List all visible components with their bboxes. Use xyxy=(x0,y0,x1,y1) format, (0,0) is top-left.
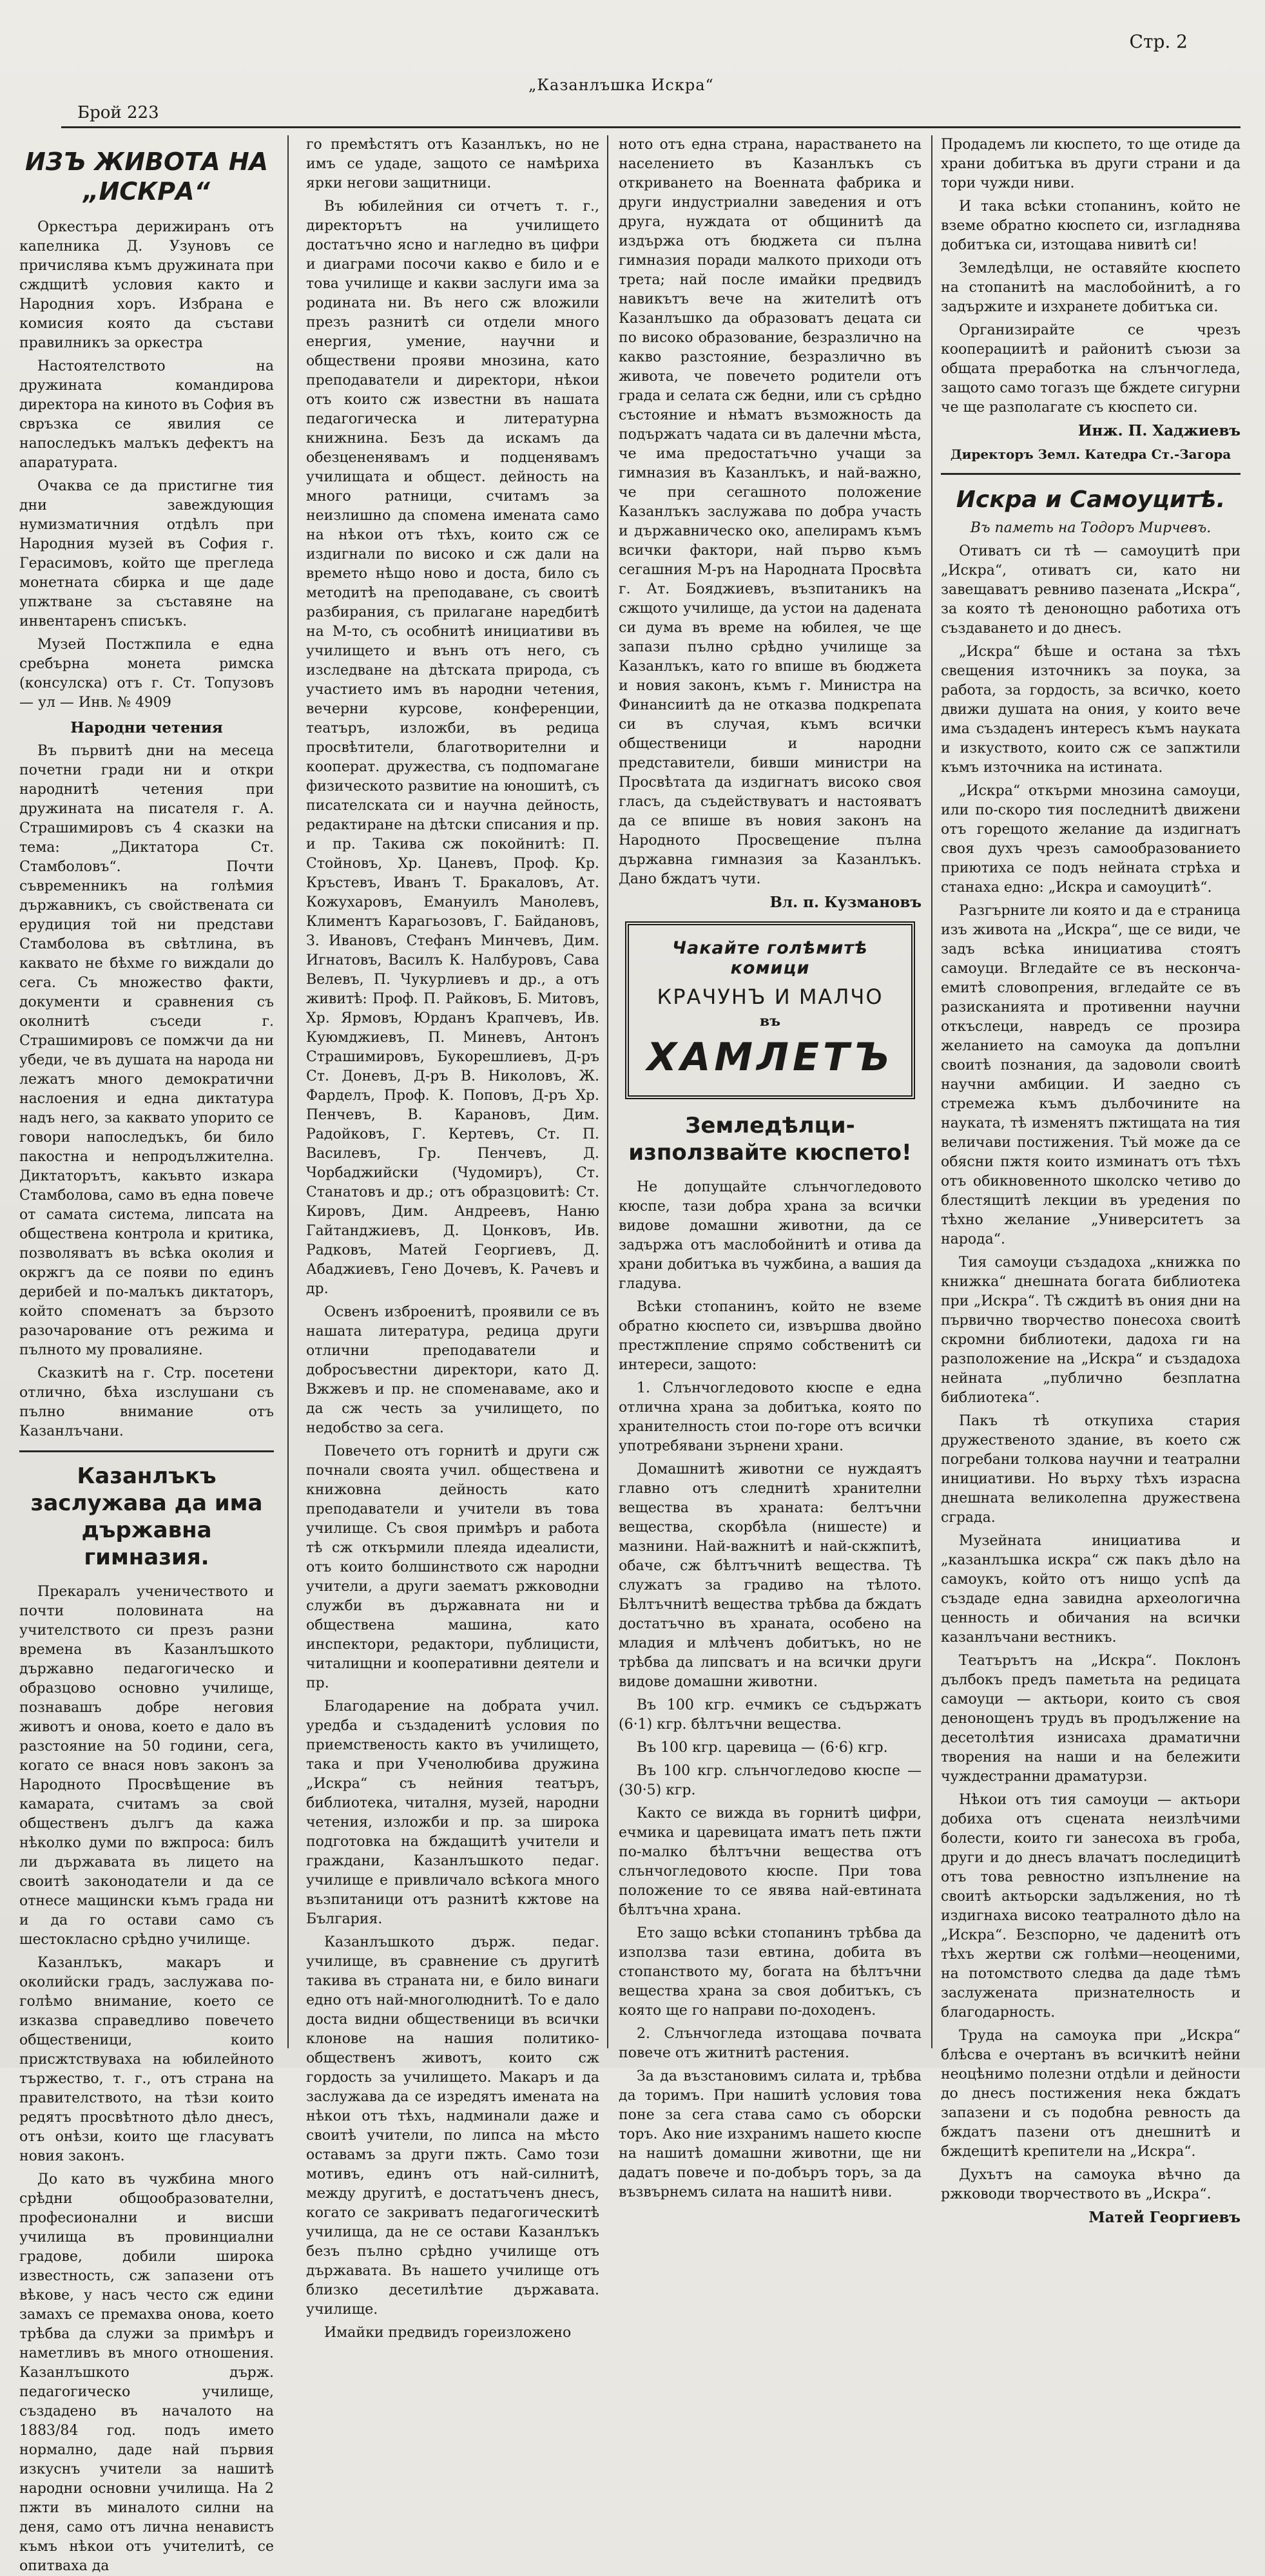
paragraph: Сказкитѣ на г. Стр. посетени отлично, бѣха изслушани съ пълно внимание отъ Казанлъчани. xyxy=(19,1365,274,1439)
paragraph: Благодарение на добрата учил. уредба и създаденитѣ условия по приемственость както въ училището, така и при Ученолюбива дружина „Искра“ съ нейния театъръ, библиотека, читалня, музей, народни четения, изложби и пр. за широка подготовка на бждащитѣ учители и граждани, Казанлъшкото педаг. училище е привличало всѣкога много възпитаници отъ разнитѣ кжтове на България. xyxy=(306,1698,599,1927)
paragraph: Казанлъкъ, макаръ и околийски градъ, заслужава по-голѣмо внимание, което се изказва справедливо повечето общественици, които присжтствуваха на юбилейното тържество, т. г., отъ страна на правителството, на тѣзи които редятъ просвѣтното дѣло днесъ, отъ онѣзи, които ще гласуватъ новия законъ. xyxy=(19,1955,274,2164)
paragraph: „Искра“ откърми мнозина самоуци, или по-скоро тия последнитѣ движени отъ горещото желание да издигнатъ своя духъ чрезъ самообразованието приютиха се подъ нейната стрѣха и станаха едно: „Искра и самоуцитѣ“. xyxy=(941,783,1241,896)
signature-kuzmanov: Вл. п. Кузмановъ xyxy=(769,894,922,911)
signature-title: Директоръ Земл. Катедра Ст.-Загора xyxy=(950,447,1231,462)
paragraph: Освенъ изброенитѣ, проявили се въ нашата литература, редица други отлични преподаватели и добросъвестни директори, като Д. Вжжевъ и пр. не споменаваме, ако и да сж честь за училището, по недобство за сега. xyxy=(306,1304,599,1436)
advertisement-hamlet xyxy=(625,921,915,1099)
subheading-readings: Народни четения xyxy=(70,719,223,736)
article-title-iskra-life xyxy=(19,147,274,206)
paragraph: Нѣкои отъ тия самоуци — актьори добиха отъ сцената неизлѣчими болести, които ги занесоха въ гроба, други и до днесъ влачатъ последицитѣ отъ това ревностно изпълнение на своитѣ актьорски задължения, но тѣ издигнаха високо театралното дѣло на „Искра“. Безспорно, че даденитѣ отъ тѣхъ жертви сж голѣми—неоценими, на потомството следва да даде тѣмъ заслужената признателность и благодарность. xyxy=(941,1792,1241,2021)
paragraph: Духътъ на самоука вѣчно да ржководи творчеството въ „Искра“. xyxy=(941,2167,1241,2202)
column-3 xyxy=(619,135,922,2200)
paragraph: 2. Слънчогледа изтощава почвата повече отъ житнитѣ растения. xyxy=(619,2026,922,2061)
paragraph: Въ юбилейния си отчетъ т. г., директорътъ на училището достатъчно ясно и нагледно въ цифри и диаграми посочи какво е било и е това училище и какви заслуги има за родината ни. Въ него сж вложили презъ разнитѣ си отдели много енергия, умение, научни и обществени прояви мнозина, като преподаватели и директори, нѣкои отъ които сж известни въ нашата педагогическа и литературна книжнина. Безъ да искамъ да обезцененявамъ и подценявамъ училищата и общест. дейность на много ратници, считамъ за неизлишно да спомена имената само на нѣкои отъ тѣхъ, които сж се издигнали по високо и сж дали на времето нѣщо ново и доста, било съ методитѣ на преподаване, съ своитѣ разбирания, съ прилагане наредбитѣ на М-то, съ особнитѣ инициативи въ училището и вънъ отъ него, съ изследване на дѣтската природа, съ участието имъ въ народни четения, вечерни курсове, конференции, театъръ, изложби, въ редица просвѣтители, благотворителни и кооперат. дружества, съ подпомагане физическото развитие на юношитѣ, съ писателската си и научна дейность, редактиране на дѣтски списания и пр. и пр. Такива сж покойнитѣ: П. Стойновъ, Хр. Цаневъ, Проф. Кр. Кръстевъ, Иванъ Т. Бракаловъ, Ат. Кожухаровъ, Емануилъ Манолевъ, Климентъ Карагьозовъ, Г. Байдановъ, З. Ивановъ, Стефанъ Минчевъ, Дим. Игнатовъ, Василъ К. Налбуровъ, Сава Велевъ, П. Чукурлиевъ и др., а отъ живитѣ: Проф. П. Райковъ, Б. Митовъ, Хр. Ярмовъ, Юрданъ Крапчевъ, Ив. Куюмджиевъ, П. Миневъ, Антонъ Страшимировъ, Букорешлиевъ, Д-ръ Ст. Доневъ, Д-ръ В. Николовъ, Ж. Фарделъ, Проф. К. Поповъ, Д-ръ Хр. Пенчевъ, В. Карановъ, Дим. Радойковъ, Г. Кертевъ, Ст. П. Василевъ, Гр. Пенчевъ, Д. Чорбаджийски (Чудомиръ), Ст. Станатовъ и др.; отъ образцовитѣ: Ст. Кировъ, Дим. Андреевъ, Наню Гайтанджиевъ, Д. Цонковъ, Ив. Радковъ, Матей Георгиевъ, Д. Абаджиевъ, Гено Дочевъ, К. Рачевъ и др. xyxy=(306,198,599,1297)
title-line: „ИСКРА“ xyxy=(83,177,210,206)
column-divider xyxy=(287,135,289,2048)
paragraph: Труда на самоука при „Искра“ блѣсва е очертанъ въ всичкитѣ нейни неоцѣнимо полезни отдѣли и дейности до днесъ постижения нека бждатъ запазени и съ подобна ревность да бждатъ пазени отъ днешнитѣ и бждещитѣ крепители на „Искра“. xyxy=(941,2028,1241,2160)
page-header xyxy=(0,0,1265,122)
paragraph: Въ първитѣ дни на месеца почетни гради ни и откри народнитѣ четения при дружината на писателя г. А. Страшимировъ съ 4 сказки на тема: „Диктатора Ст. Стамболовъ“. Почти съвременникъ на голѣмия държавникъ, съ свойствената си ерудиция той ни представи Стамболова въ свѣтлина, въ каквато не бѣхме го виждали до сега. Съ множество факти, документи и сравнения съ околнитѣ съседи г. Страшимировъ се помжчи да ни убеди, че въ душата на народа ни лежатъ много демократични наслоения и една диктатура надъ него, за каквато упорито се говори напоследъкъ, би било пакостна и непродължителна. Диктаторътъ, какъвто изкара Стамболова, само въ една повече от самата система, липсата на обществена контрола и критика, позволяватъ въ всѣка околия и окржгъ да се появи по единъ дерибей и по-малъкъ диктаторъ, който споменатъ за бързото разочарование отъ режима и пълното му провалияне. xyxy=(19,743,274,1358)
article-title-gymnasium: Казанлъкъ заслужава да има държавна гимназия. xyxy=(30,1463,263,1570)
paragraph: Отиватъ си тѣ — самоуцитѣ при „Искра“, отиватъ си, като ни завещаватъ ревниво пазената „Искра“, за която тѣ денонощно работиха отъ създаването и до днесъ. xyxy=(941,543,1241,637)
paragraph: Въ 100 кгр. ечмикъ се съдържатъ (6·1) кгр. бѣлтъчни вещества. xyxy=(619,1697,922,1733)
column-divider xyxy=(931,135,932,2048)
section-rule xyxy=(19,1450,274,1452)
ad-line: КРАЧУНЪ И МАЛЧО xyxy=(657,985,884,1009)
paragraph: 1. Слънчогледовото кюспе е една отлична храна за добитъка, която по хранителность стои по-горе отъ всички употребявани зърнени храни. xyxy=(619,1380,922,1454)
paragraph: Земледѣлци, не оставяйте кюспето на стопанитѣ на маслобойнитѣ, а го задържите и изхранете добитъка си. xyxy=(941,260,1241,315)
signature-hadzhiev: Инж. П. Хаджиевъ xyxy=(1077,422,1241,439)
page-number: Стр. 2 xyxy=(1129,31,1188,52)
article-title-samouci: Искра и Самоуцитѣ. xyxy=(956,486,1226,513)
paragraph: Тия самоуци създадоха „книжка по книжка“ днешната богата библиотека при „Искра“. Тѣ сждитѣ въ ония дни на първично творчество понесоха своитѣ скромни библиотеки, дадоха ги на разположение на „Искра“ и създадоха нейната „публично безплатна библиотека“. xyxy=(941,1254,1241,1406)
paragraph: Въ 100 кгр. слънчогледово кюспе — (30·5) кгр. xyxy=(619,1763,922,1798)
paragraph: Имайки предвидъ гореизложено xyxy=(324,2325,572,2341)
paragraph: „Искра“ бѣше и остана за тѣхъ свещения източникъ за поука, за работа, за гордость, за всичко, което движи душата на ония, у които вече има създаденъ интересъ къмъ науката и изкуството, които сж се запжтили къмъ източника на истината. xyxy=(941,644,1241,776)
paragraph: Музей Постжпила е една сребърна монета римска (консулска) отъ г. Ст. Топузовъ — ул — Инв. № 4909 xyxy=(19,637,274,711)
paragraph: До като въ чужбина много срѣдни общообразователни, професионални и висши училища въ провинциални градове, добили широка известность, сж запазени отъ вѣкове, у насъ често сж едини замахъ се премахва онова, което трѣбва да служи за примѣръ и наметливъ въ много отношения. Казанлъшкото държ. педагогическо училище, създадено въ началото на 1883/84 год. подъ името нормално, даде най първия изкуснъ учители за нашитѣ народни основни училища. На 2 пжти въ миналото силни на деня, само отъ лична ненавистъ къмъ нѣкои отъ учителитѣ, се опитваха да xyxy=(19,2171,274,2574)
paragraph: Ето защо всѣки стопанинъ трѣбва да използва тази евтина, добита въ стопанството му, богата на бѣлтъчни вещества храна за своя добитъкъ, съ която ще го направи по-доходенъ. xyxy=(619,1925,922,2019)
paragraph: Продадемъ ли кюспето, то ще отиде да храни добитъка въ други страни и да тори чужди ниви. xyxy=(941,137,1241,191)
section-rule xyxy=(941,473,1241,475)
paragraph: Въ 100 кгр. царевица — (6·6) кгр. xyxy=(637,1740,888,1756)
paragraph: ното отъ една страна, нарастването на населението въ Казанлъкъ съ откриването на Военната фабрика и други индустриални заведения и отъ друга, нуждата от общинитѣ да издържа отъ бюджета си пълна гимназия поради малкото приходи отъ трета; най после имайки предвидъ навикътъ вече на жителитѣ отъ Казанлъшко да образоватъ децата си по високо образование, безразлично на какво разстояние, безразлично въ живота, че повечето родители отъ града и селата сж бедни, или съ срѣдно състояние и нѣматъ възможность да подържатъ чадата си въ далечни мѣста, че има предостатъчно учащи за гимназия въ Казанлъкъ, и най-важно, че при сегашното положение Казанлъкъ заслужава по добра участь и държавническо око, апелирамъ къмъ всички фактори, най първо къмъ сегашния М-ръ на Народната Просвѣта г. Ат. Бояджиевъ, възпитаникъ на сжщото училище, да устои на дадената си дума въ време на юбилея, че ще запази пълно срѣдно училище за Казанлъкъ, като го впише въ бюджета и новия законъ, къмъ г. Министра на Финансиитѣ да не отказва подкрепата си въ случая, къмъ всички общественици и народни представители, бивши министри на Просвѣтата да издигнатъ високо своя гласъ, да съдействуватъ и настояватъ да се впише въ новия законъ на Народното Просвещение пълна държавна гимназия за Казанлъкъ. Дано бждатъ чути. xyxy=(619,137,922,887)
paragraph: Пакъ тѣ откупиха стария дружественото здание, въ което сж погребани толкова научни и театрални инициативи. Но върху тѣхъ израсна днешната великолепна дружествена сграда. xyxy=(941,1413,1241,1526)
title-line: ИЗЪ ЖИВОТА НА xyxy=(24,148,269,176)
issue-number: Брой 223 xyxy=(77,103,159,122)
ad-line: ХАМЛЕТЪ xyxy=(646,1035,894,1080)
newspaper-title: „Казанлъшка Искра“ xyxy=(528,76,714,94)
paragraph: Организирайте се чрезъ кооперациитѣ и районитѣ съюзи за общата преработка на слънчогледа, защото само тогазъ ще бждете сигурни че ще разполагате съ кюспето си. xyxy=(941,322,1241,416)
paragraph: Разгърните ли която и да е страница изъ живота на „Искра“, ще се види, че задъ всѣка инициатива стоятъ самоуци. Вгледайте се въ нескончаемитѣ словопрения, вгледайте се въ разисканията и противенни научни откъслеци, навредъ се прозира желанието на самоука да допълни своитѣ познания, да задоволи своитѣ научни амбиции. И заедно съ стремежа къмъ дълбочините на науката, тѣ изменятъ пжтищата на тия величави постижения. Тъй може да се обясни пжтя които изминатъ отъ тѣхъ отъ обикновенното школско четиво до блестящитѣ лекции въ уредения по тѣхно желание „Университетъ за народа“. xyxy=(941,903,1241,1247)
ad-line: въ xyxy=(759,1013,781,1030)
paragraph: Музейната инициатива и „казанлъшка искра“ сж пакъ дѣло на самоукъ, който отъ нищо успѣ да създаде една завидна археологична ценность и обичания на всички казанлъчани вестникъ. xyxy=(941,1533,1241,1646)
paragraph: Казанлъшкото държ. педаг. училище, въ сравнение съ другитѣ такива въ страната ни, е било винаги едно отъ най-многолюднитѣ. То е дало доста видни общественици въ всички клонове на нашия политико-общественъ животъ, които сж гордость за училището. Макаръ и да заслужава да се изредятъ имената на нѣкои отъ тѣхъ, надминали даже и своитѣ учители, по липса на мѣсто оставамъ за други пжть. Само този мотивъ, единъ отъ най-силнитѣ, между другитѣ, е достатъченъ днесъ, когато се закриватъ педагогическитѣ училища, да не се остави Казанлъкъ безъ пълно срѣдно училище отъ държавата. Въ нашето училище отъ близко десетилѣтие държавата. училище. xyxy=(306,1934,599,2318)
paragraph: Повечето отъ горнитѣ и други сж почнали своята учил. обществена и книжовна дейность като преподаватели и учители въ това училище. Съ своя примѣръ и работа тѣ сж откърмили плеяда идеалисти, отъ които болшинството сж народни учители, а други заематъ ржководни служби въ държавната ни и обществена машина, като инспектори, редактори, публицисти, читалищни и кооперативни деятели и пр. xyxy=(306,1443,599,1691)
paragraph: го премѣстятъ отъ Казанлъкъ, но не имъ се удаде, защото се намѣриха ярки негови защитници. xyxy=(306,137,599,191)
paragraph: Оркестъра дерижиранъ отъ капелника Д. Узуновъ се причислява къмъ дружината при сждщитѣ условия както и Народния хоръ. Избрана е комисия която да състави правилникъ за оркестра xyxy=(19,219,274,351)
article-subtitle: Въ паметь на Тодоръ Мирчевъ. xyxy=(970,520,1212,536)
header-rule xyxy=(61,126,1241,128)
paragraph: Не допущайте слънчогледовото кюспе, тази добра храна за всички видове домашни животни, да се задържа отъ маслобойнитѣ и отива да храни добитъка въ чужбина, а вашия да гладува. xyxy=(619,1179,922,1292)
paragraph: И така всѣки стопанинъ, който не вземе обратно кюспето си, изгладнява добитъка си, изтощава нивитѣ си! xyxy=(941,198,1241,253)
paragraph: Както се вижда въ горнитѣ цифри, ечмика и царевицата иматъ петь пжти по-малко бѣлтъчни вещества отъ слънчогледовото кюспе. При това положение то се явява най-евтината бѣлтъчна храна. xyxy=(619,1805,922,1918)
paragraph: Очаква се да пристигне тия дни завеждующия нумизматичния отдѣлъ при Народния музей въ София г. Герасимовъ, който ще прегледа монетната сбирка и ще даде упжтване за съставяне на инвентаренъ списъкъ. xyxy=(19,478,274,630)
column-4 xyxy=(941,135,1241,2226)
column-1 xyxy=(19,135,274,2574)
paragraph: За да възстановимъ силата и, трѣбва да торимъ. При нашитѣ условия това поне за сега става само съ оборски торъ. Ако ние изхранимъ нашето кюспе на нашитѣ домашни животни, ще ни дадатъ повече и по-добъръ торъ, за да възвърнемъ силата на нашитѣ ниви. xyxy=(619,2068,922,2200)
ad-line: Чакайте голѣмитѣ комици xyxy=(672,938,868,978)
column-divider xyxy=(607,135,608,2048)
paragraph: Домашнитѣ животни се нуждаятъ главно отъ следнитѣ хранителни вещества въ храната: белтъчни вещества, скорбѣла (нишесте) и мазнини. Най-важнитѣ и най-скжпитѣ, обаче, сж бѣлтъчнитѣ вещества. Тѣ служатъ за градиво на тѣлото. Бѣлтъчнитѣ вещества трѣбва да бждатъ достатъчно въ храната, особено на младия и млѣченъ добитъкъ, но не трѣбва да липсватъ и на всички други видове домашни животни. xyxy=(619,1461,922,1690)
paragraph: Настоятелството на дружината командирова директора на киното въ София въ свръзка се явилия се напоследъкъ малъкъ дефектъ на апаратурата. xyxy=(19,358,274,471)
signature-georgiev: Матей Георгиевъ xyxy=(1088,2209,1241,2226)
paragraph: Прекаралъ ученичеството и почти половината на учителството си презъ разни времена въ Казанлъшкото държавно педагогическо и образцово основно училище, познавашъ добре неговия животъ и онова, което е дало въ разстояние на 50 години, сега, когато се внася новъ законъ за Народното Просвѣщение въ камарата, считамъ за свой общественъ дългъ да кажа нѣколко думи по вжпроса: билъ ли държавата въ лицето на своитѣ законодатели и да се отнесе мащински къмъ града ни и да го остави само съ шестокласно срѣдно училище. xyxy=(19,1584,274,1948)
article-title-kyuspe: Земледѣлци- използвайте кюспето! xyxy=(628,1113,912,1166)
paragraph: Всѣки стопанинъ, който не вземе обратно кюспето си, извършва двойно престжпление спрямо собственитѣ си интереси, защото: xyxy=(619,1299,922,1373)
paragraph: Театърътъ на „Искра“. Поклонъ дълбокъ предъ паметьта на редицата самоуци — актьори, които съ своя денонощенъ трудъ въ продължение на десетолѣтия изнисаха драматични творения на наши и на бележити чуждестранни драматурзи. xyxy=(941,1653,1241,1785)
column-2 xyxy=(306,135,599,2341)
